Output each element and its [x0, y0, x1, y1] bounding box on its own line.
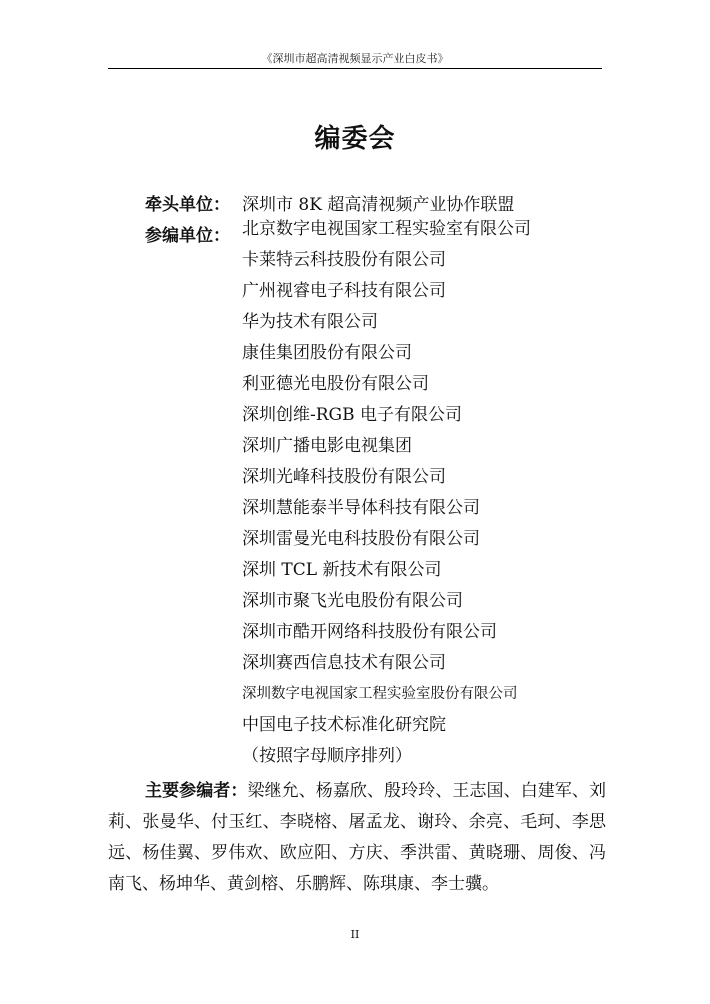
participant-unit: 卡莱特云科技股份有限公司 [242, 250, 446, 270]
participant-unit: 利亚德光电股份有限公司 [242, 374, 429, 394]
participant-units-list [242, 221, 531, 772]
participant-unit: 深圳雷曼光电科技股份有限公司 [242, 529, 480, 549]
participant-unit: 华为技术有限公司 [242, 312, 378, 332]
lead-unit-value: 深圳市 8K 超高清视频产业协作联盟 [242, 195, 515, 215]
main-editors-paragraph [108, 776, 606, 900]
main-editors-label: 主要参编者： [145, 781, 248, 801]
running-header: 《深圳市超高清视频显示产业白皮书》 [261, 52, 449, 65]
participant-unit: 广州视睿电子科技有限公司 [242, 281, 446, 301]
participant-units-label: 参编单位： [145, 226, 230, 246]
lead-unit-label: 牵头单位： [145, 195, 230, 215]
participant-unit: 深圳创维-RGB 电子有限公司 [242, 405, 463, 425]
page-title: 编委会 [314, 124, 396, 154]
participant-unit: 北京数字电视国家工程实验室有限公司 [242, 219, 531, 239]
main-editors-names: 梁继允、杨嘉欣、殷玲玲、王志国、白建军、刘莉、张曼华、付玉红、李晓榕、屠孟龙、谢玲、余亮、毛珂、李思远、杨佳翼、罗伟欢、欧应阳、方庆、季洪雷、黄晓珊、周俊、冯南飞、杨坤华、黄剑榕、乐鹏辉、陈琪康、李士骥。 [108, 781, 607, 894]
participant-unit: 康佳集团股份有限公司 [242, 343, 412, 363]
participant-unit: 深圳广播电影电视集团 [242, 436, 412, 456]
participant-unit: 深圳 TCL 新技术有限公司 [242, 560, 442, 580]
participant-unit: 深圳市酷开网络科技股份有限公司 [242, 622, 497, 642]
page-number: II [350, 928, 360, 941]
participant-unit: 深圳慧能泰半导体科技有限公司 [242, 498, 480, 518]
ordering-note: （按照字母顺序排列） [242, 746, 412, 766]
participant-unit: 深圳赛西信息技术有限公司 [242, 653, 446, 673]
participant-unit: 深圳光峰科技股份有限公司 [242, 467, 446, 487]
participant-unit: 深圳市聚飞光电股份有限公司 [242, 591, 463, 611]
participant-unit: 中国电子技术标准化研究院 [242, 715, 446, 735]
header-divider [108, 68, 602, 69]
participant-unit: 深圳数字电视国家工程实验室股份有限公司 [242, 686, 518, 702]
